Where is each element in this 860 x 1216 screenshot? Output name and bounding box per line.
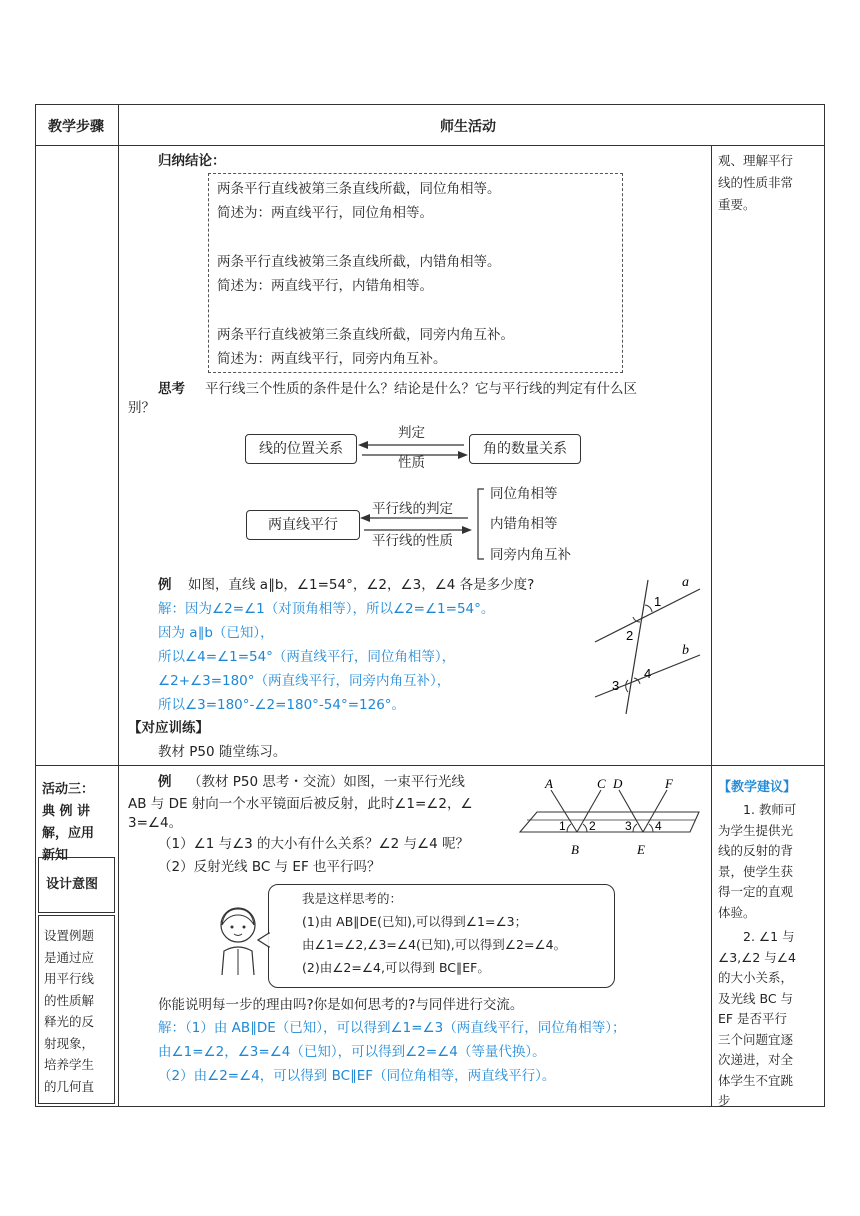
left-box-line <box>38 912 115 913</box>
left-box-line <box>38 915 39 1103</box>
header-divider <box>35 145 825 146</box>
property-item: 内错角相等 <box>490 516 558 532</box>
activity3-line: 活动三： <box>42 782 95 797</box>
left-box-line <box>38 857 39 912</box>
svg-text:C: C <box>597 776 606 791</box>
example2-solution: 由∠1=∠2，∠3=∠4（已知），可以得到∠2=∠4（等量代换）。 <box>158 1044 546 1060</box>
angle-4-label: 4 <box>644 666 652 681</box>
position-relation-box: 线的位置关系 <box>245 434 357 464</box>
svg-text:4: 4 <box>655 819 662 833</box>
two-lines-parallel-box: 两直线平行 <box>246 510 360 540</box>
header-step: 教学步骤 <box>48 119 104 135</box>
angle-relation-box: 角的数量关系 <box>469 434 581 464</box>
angle-3-label: 3 <box>612 678 620 693</box>
example2-label: 例 <box>158 774 172 790</box>
design-text: 设置例题 是通过应 用平行线 的性质解 释光的反 射现象， 培养学生 的几何直 <box>44 928 95 1094</box>
parallel-lines-figure <box>590 572 705 717</box>
summary-line: 两条平行直线被第三条直线所截，内错角相等。 <box>217 254 501 270</box>
property-item: 同位角相等 <box>490 486 558 502</box>
example2-intro: 3=∠4。 <box>128 815 183 831</box>
activity3-line: 解，应用 <box>42 826 95 841</box>
header-activity: 师生活动 <box>440 119 496 135</box>
svg-text:2: 2 <box>589 819 596 833</box>
think-text-2: 别？ <box>128 400 155 416</box>
brace-icon <box>474 487 486 561</box>
summary-line: 简述为：两直线平行，同位角相等。 <box>217 205 433 221</box>
property-item: 同旁内角互补 <box>490 547 571 563</box>
summary-line: 简述为：两直线平行，内错角相等。 <box>217 278 433 294</box>
parallel-judge-label: 平行线的判定 <box>372 501 453 517</box>
think-text: 平行线三个性质的条件是什么？结论是什么？它与平行线的判定有什么区 <box>205 381 637 397</box>
svg-text:A: A <box>545 776 553 791</box>
label-b: b <box>682 643 689 658</box>
double-arrow-icon <box>358 440 468 460</box>
property-label: 性质 <box>398 455 425 471</box>
left-box-line <box>114 857 115 912</box>
svg-text:1: 1 <box>559 819 566 833</box>
training-text: 教材 P50 随堂练习。 <box>158 744 287 760</box>
svg-text:E: E <box>637 842 645 857</box>
summary-title: 归纳结论： <box>158 153 226 169</box>
activity3-line: 典 例 讲 <box>42 804 91 819</box>
example2-intro: AB 与 DE 射向一个水平镜面后被反射，此时∠1=∠2，∠ <box>128 796 473 812</box>
think-label: 思考 <box>158 381 185 397</box>
example2-solution: 解：（1）由 AB∥DE（已知），可以得到∠1=∠3（两直线平行，同位角相等）； <box>158 1020 626 1036</box>
solution-line: 所以∠4=∠1=54°（两直线平行，同位角相等）， <box>158 649 456 665</box>
design-title: 设计意图 <box>46 877 99 892</box>
left-box-line <box>114 915 115 1103</box>
activity3-line: 新知 <box>42 848 69 863</box>
bubble-line: (2)由∠2=∠4,可以得到 BC∥EF。 <box>302 960 490 975</box>
svg-text:3: 3 <box>625 819 632 833</box>
col-divider-2 <box>711 145 712 1107</box>
example2-solution: （2）由∠2=∠4，可以得到 BC∥EF（同位角相等，两直线平行）。 <box>158 1068 556 1084</box>
bubble-tail <box>257 932 270 948</box>
label-a: a <box>682 575 689 590</box>
left-box-line <box>38 1103 115 1104</box>
angle-2-label: 2 <box>626 628 634 643</box>
col-divider-1 <box>118 104 119 1107</box>
solution-line: 所以∠3=180°-∠2=180°-54°=126°。 <box>158 697 406 713</box>
right-top-text: 观、理解平行 线的性质非常 重要。 <box>718 153 794 212</box>
row-divider <box>35 765 825 766</box>
bubble-line: 由∠1=∠2,∠3=∠4(已知),可以得到∠2=∠4。 <box>302 937 567 952</box>
parallel-property-label: 平行线的性质 <box>372 533 453 549</box>
svg-text:B: B <box>571 842 579 857</box>
table-border-top <box>35 104 825 105</box>
mirror-reflection-figure <box>515 772 705 864</box>
teaching-tip-text: 1. 教师可 为学生提供光 线的反射的背 景，使学生获 得一定的直观 体验。 2. ∠1 与 ∠3,∠2 与∠4 的大小关系， 及光线 BC 与 EF 是否平行 三个问题宜逐 次递进，对全 体学生不宜跳 步 <box>718 802 797 1108</box>
discussion-prompt: 你能说明每一步的理由吗?你是如何思考的?与同伴进行交流。 <box>158 997 524 1013</box>
double-arrow-icon <box>360 513 472 535</box>
solution-line: ∠2+∠3=180°（两直线平行，同旁内角互补）， <box>158 673 451 689</box>
example-label: 例 <box>158 577 172 593</box>
teaching-tip-title: 【教学建议】 <box>718 780 797 795</box>
summary-line: 两条平行直线被第三条直线所截，同位角相等。 <box>217 181 501 197</box>
example2-question: （2）反射光线 BC 与 EF 也平行吗？ <box>158 859 381 875</box>
svg-text:D: D <box>613 776 623 791</box>
solution-line: 因为 a∥b（已知）， <box>158 625 274 641</box>
summary-line: 两条平行直线被第三条直线所截，同旁内角互补。 <box>217 327 514 343</box>
judge-label: 判定 <box>398 425 425 441</box>
table-border-right <box>824 104 825 1107</box>
left-box-line <box>38 915 115 916</box>
example2-intro: （教材 P50 思考・交流）如图，一束平行光线 <box>188 774 465 790</box>
solution-line: 解：因为∠2=∠1（对顶角相等），所以∠2=∠1=54°。 <box>158 601 495 617</box>
svg-text:F: F <box>665 776 673 791</box>
example2-question: （1）∠1 与∠3 的大小有什么关系？∠2 与∠4 呢？ <box>158 836 470 852</box>
angle-1-label: 1 <box>654 594 662 609</box>
bubble-line: 我是这样思考的： <box>302 891 403 906</box>
summary-line: 简述为：两直线平行，同旁内角互补。 <box>217 351 447 367</box>
training-title: 【对应训练】 <box>128 720 209 736</box>
table-border-bottom <box>35 1106 825 1107</box>
example-question: 如图，直线 a∥b，∠1=54°，∠2，∠3，∠4 各是多少度? <box>188 577 535 593</box>
bubble-line: (1)由 AB∥DE(已知),可以得到∠1=∠3； <box>302 914 528 929</box>
table-border-left <box>35 104 36 1107</box>
